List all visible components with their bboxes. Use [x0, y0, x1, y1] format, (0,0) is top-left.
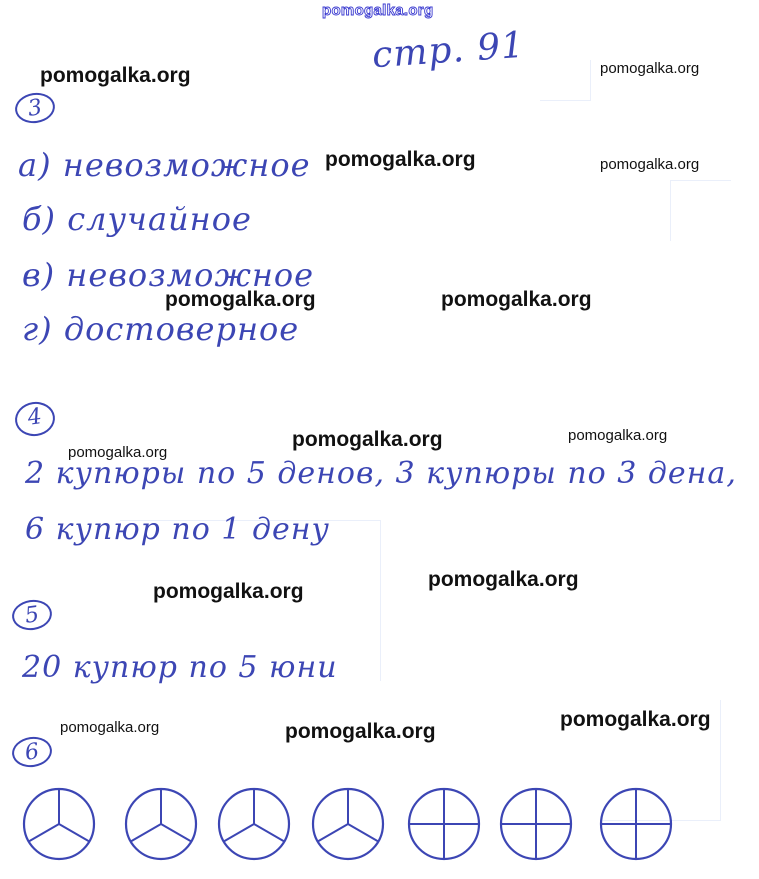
divided-circle-four [601, 789, 671, 859]
divided-circle-four [501, 789, 571, 859]
task-3-number: 3 [13, 90, 57, 125]
task-4-line-2: 6 купюр по 1 дену [25, 512, 330, 547]
watermark: pomogalka.org [428, 568, 579, 591]
watermark: pomogalka.org [68, 444, 168, 461]
divided-circle-three [219, 789, 289, 859]
task-6-circles [0, 776, 759, 879]
divided-circle-three [313, 789, 383, 859]
divided-circle-three [126, 789, 196, 859]
task-3-answer-b: б) случайное [22, 200, 252, 238]
task-3-answer-a: а) невозможное [18, 146, 311, 184]
task-5-line-1: 20 купюр по 5 юни [22, 650, 338, 685]
watermark: pomogalka.org [60, 719, 160, 736]
page-reference: стр. 91 [370, 24, 527, 77]
watermark: pomogalka.org [560, 708, 711, 731]
task-3-answer-d: г) достоверное [22, 310, 300, 348]
task-6-number: 6 [10, 734, 54, 769]
watermark: pomogalka.org [165, 288, 316, 311]
watermark: pomogalka.org [325, 148, 476, 171]
divided-circle-three [24, 789, 94, 859]
watermark: pomogalka.org [600, 156, 700, 173]
watermark: pomogalka.org [285, 720, 436, 743]
task-4-number: 4 [13, 399, 57, 438]
task-3-answer-c: в) невозможное [22, 256, 315, 294]
divided-circle-four [409, 789, 479, 859]
watermark: pomogalka.org [292, 428, 443, 451]
task-4-line-1: 2 купюры по 5 денов, 3 купюры по 3 дена, [25, 456, 737, 491]
watermark-top: pomogalka.org [322, 2, 434, 19]
watermark: pomogalka.org [40, 64, 191, 87]
watermark: pomogalka.org [600, 60, 700, 77]
watermark: pomogalka.org [153, 580, 304, 603]
watermark: pomogalka.org [568, 427, 668, 444]
watermark: pomogalka.org [441, 288, 592, 311]
task-5-number: 5 [10, 597, 54, 632]
